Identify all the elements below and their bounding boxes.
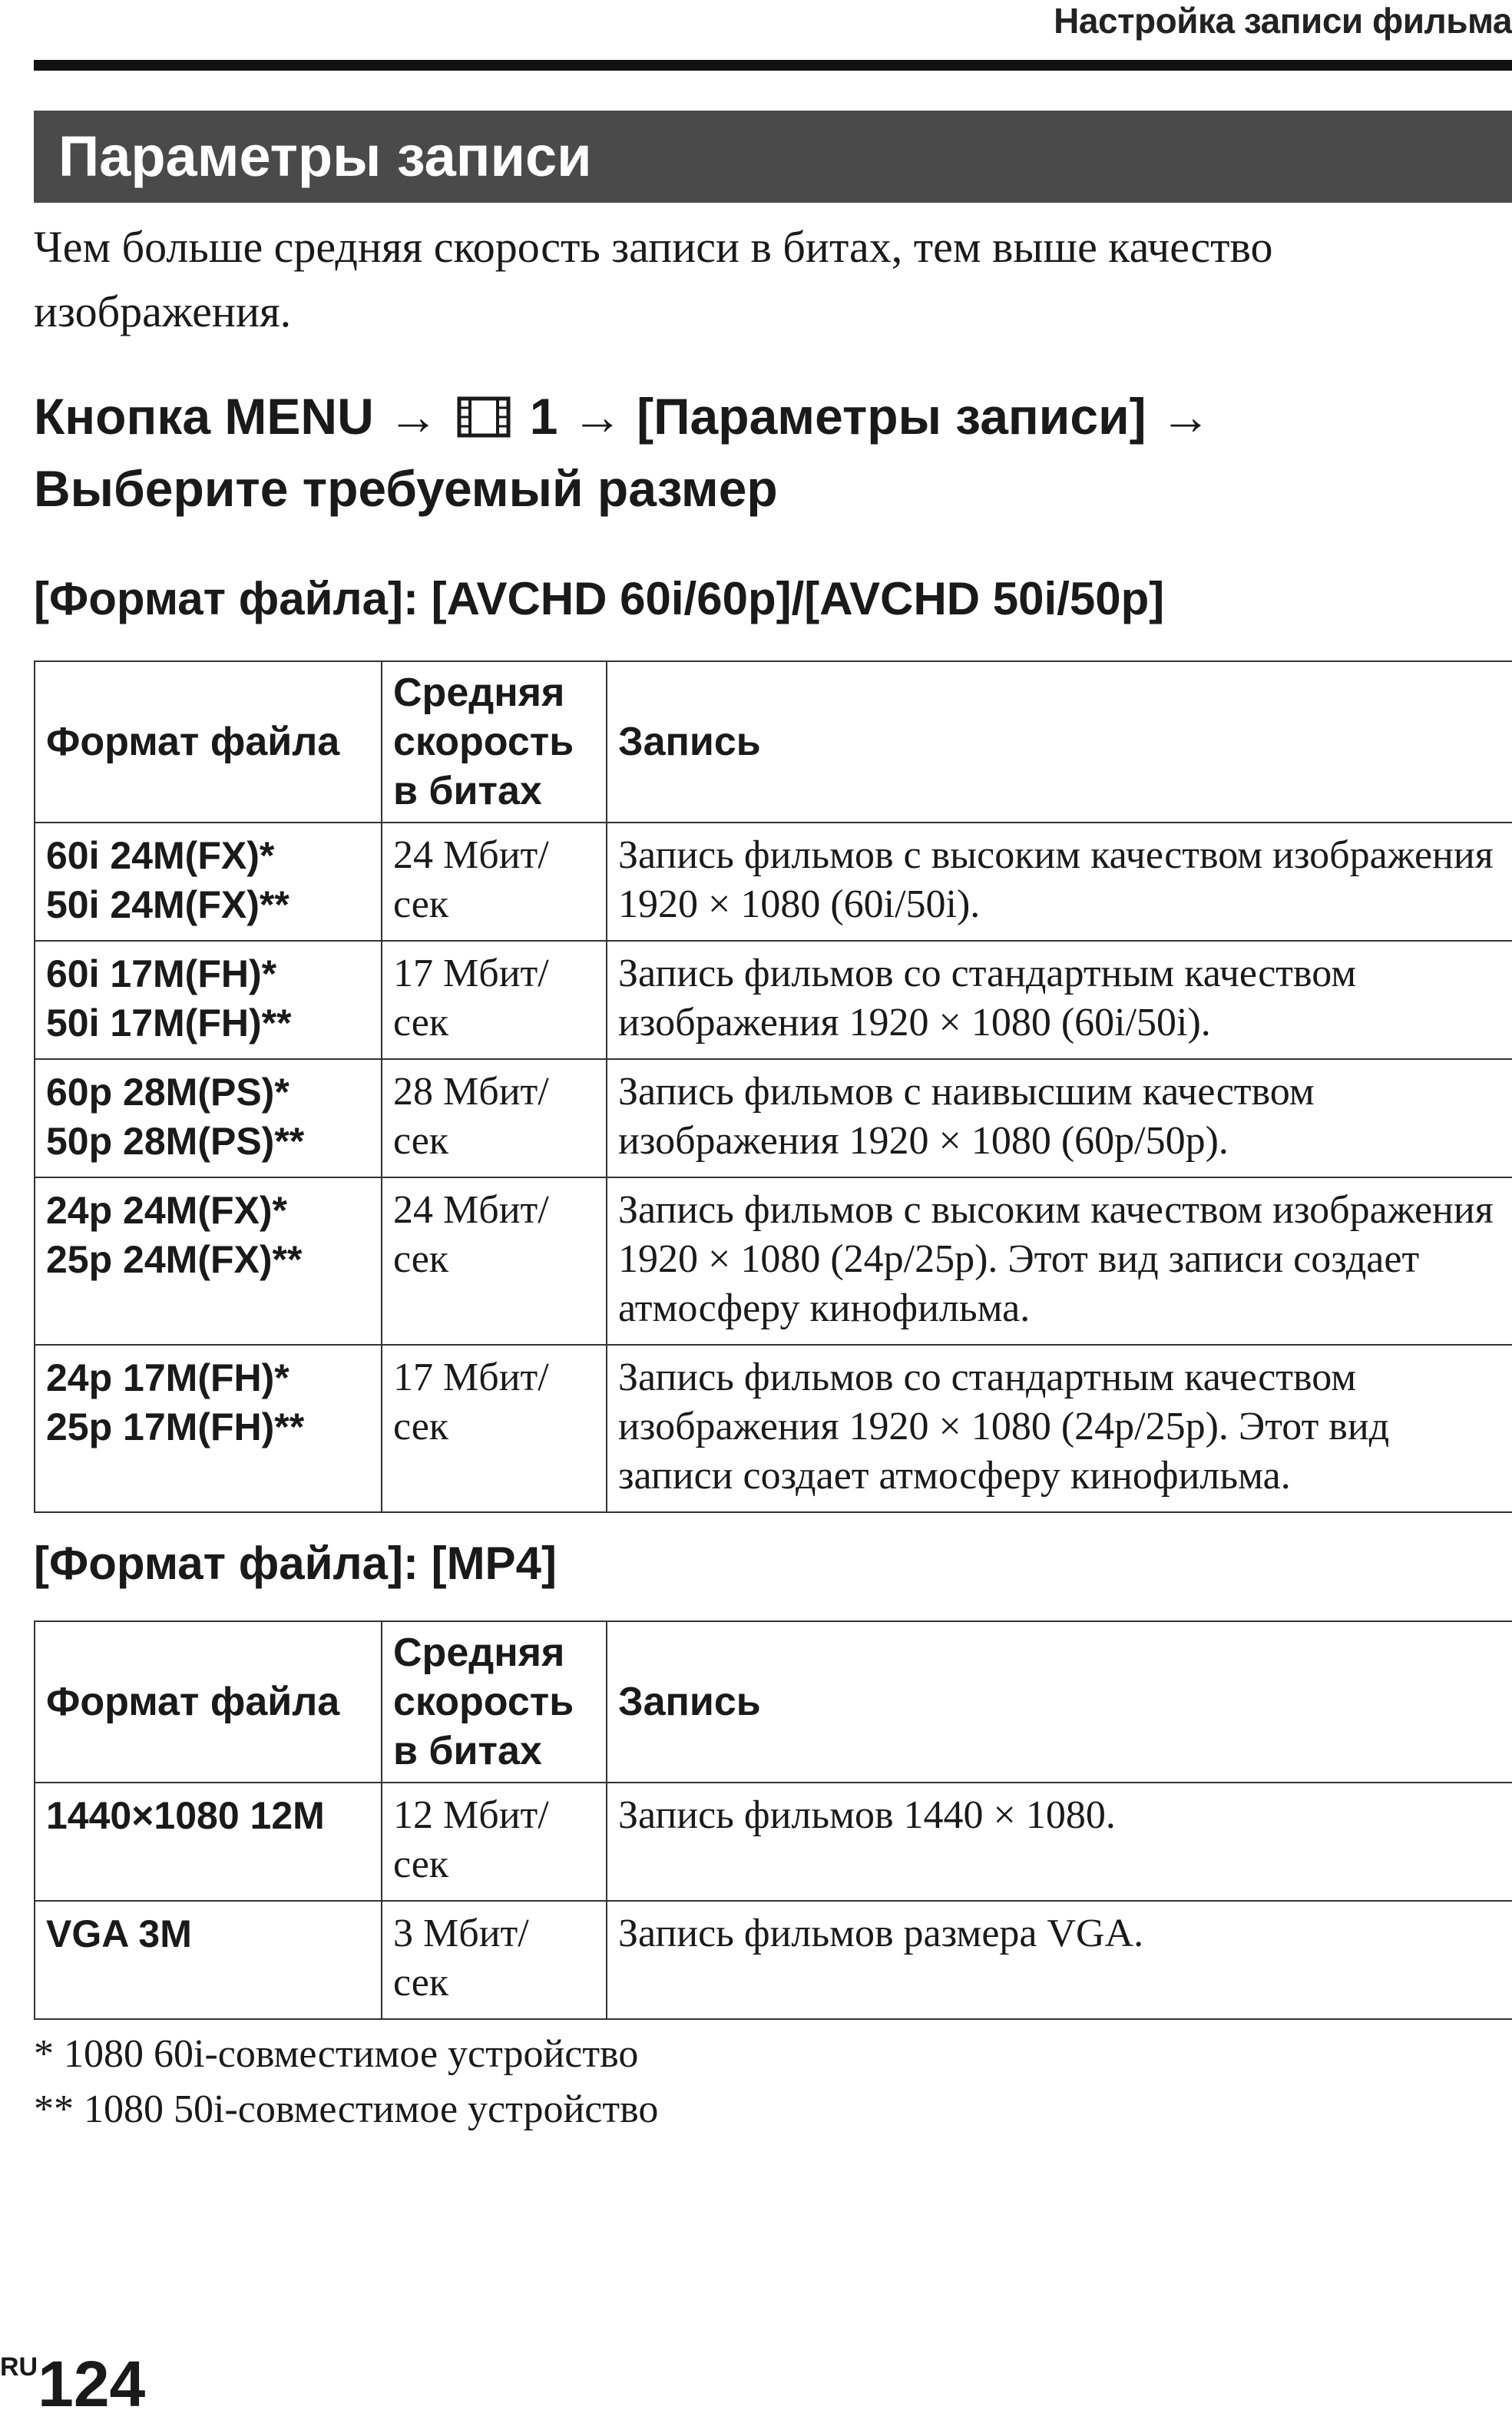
cell-record: Запись фильмов размера VGA. — [607, 1901, 1512, 2019]
cell-record: Запись фильмов с высоким качеством изображения 1920 × 1080 (24p/25p). Этот вид записи создает атмосферу кинофильма. — [607, 1177, 1512, 1345]
menu-path-part3: Выберите требуемый размер — [34, 460, 778, 517]
cell-bitrate: 17 Мбит/ сек — [382, 1345, 607, 1512]
page-language-code: RU — [0, 2352, 38, 2382]
section-title: Параметры записи — [34, 111, 1512, 203]
table-row — [35, 1345, 1512, 1512]
footnote-50i: ** 1080 50i-совместимое устройство — [34, 2087, 659, 2131]
cell-format: VGA 3M — [35, 1901, 382, 2019]
cell-record: Запись фильмов со стандартным качеством изображения 1920 × 1080 (24p/25p). Этот вид записи создает атмосферу кинофильма. — [607, 1345, 1512, 1512]
cell-format: 60i 17M(FH)* 50i 17M(FH)** — [35, 941, 382, 1059]
header-rule — [34, 60, 1512, 71]
header-bitrate: Средняя скорость в битах — [382, 661, 607, 823]
mp4-settings-table — [34, 1621, 1512, 2020]
cell-record: Запись фильмов с наивысшим качеством изображения 1920 × 1080 (60p/50p). — [607, 1059, 1512, 1177]
intro-paragraph: Чем больше средняя скорость записи в битах, тем выше качество изображения. — [34, 222, 1273, 336]
header-format: Формат файла — [35, 661, 382, 823]
cell-bitrate: 17 Мбит/ сек — [382, 941, 607, 1059]
menu-path-instruction — [34, 382, 1489, 522]
avchd-settings-table — [34, 660, 1512, 1513]
movie-film-icon — [457, 387, 511, 455]
table-header-row — [35, 1621, 1512, 1783]
cell-bitrate: 3 Мбит/ сек — [382, 1901, 607, 2019]
menu-path-part1: Кнопка MENU → — [34, 388, 439, 445]
cell-record: Запись фильмов с высоким качеством изображения 1920 × 1080 (60i/50i). — [607, 823, 1512, 941]
mp4-format-heading: [Формат файла]: [MP4] — [34, 1538, 557, 1589]
header-format: Формат файла — [35, 1621, 382, 1783]
page-header-title: Настройка записи фильма — [1054, 1, 1512, 41]
avchd-format-heading: [Формат файла]: [AVCHD 60i/60p]/[AVCHD 50i/50p] — [34, 573, 1165, 624]
cell-format: 1440×1080 12M — [35, 1783, 382, 1901]
cell-bitrate: 28 Мбит/ сек — [382, 1059, 607, 1177]
table-row — [35, 1901, 1512, 2019]
table-row — [35, 823, 1512, 941]
cell-bitrate: 24 Мбит/ сек — [382, 823, 607, 941]
cell-record: Запись фильмов со стандартным качеством изображения 1920 × 1080 (60i/50i). — [607, 941, 1512, 1059]
menu-path-part2: 1 → [Параметры записи] → — [529, 388, 1211, 445]
header-record: Запись — [607, 1621, 1512, 1783]
cell-format: 60p 28M(PS)* 50p 28M(PS)** — [35, 1059, 382, 1177]
cell-format: 60i 24M(FX)* 50i 24M(FX)** — [35, 823, 382, 941]
table-header-row — [35, 661, 1512, 823]
table-row — [35, 1177, 1512, 1345]
table-row — [35, 1059, 1512, 1177]
header-bitrate: Средняя скорость в битах — [382, 1621, 607, 1783]
page-number-value: 124 — [38, 2348, 146, 2420]
footnote-60i: * 1080 60i-совместимое устройство — [34, 2032, 639, 2076]
page-number — [0, 2349, 145, 2419]
header-record: Запись — [607, 661, 1512, 823]
cell-record: Запись фильмов 1440 × 1080. — [607, 1783, 1512, 1901]
cell-format: 24p 17M(FH)* 25p 17M(FH)** — [35, 1345, 382, 1512]
cell-bitrate: 12 Мбит/ сек — [382, 1783, 607, 1901]
cell-bitrate: 24 Мбит/ сек — [382, 1177, 607, 1345]
cell-format: 24p 24M(FX)* 25p 24M(FX)** — [35, 1177, 382, 1345]
table-row — [35, 941, 1512, 1059]
table-row — [35, 1783, 1512, 1901]
